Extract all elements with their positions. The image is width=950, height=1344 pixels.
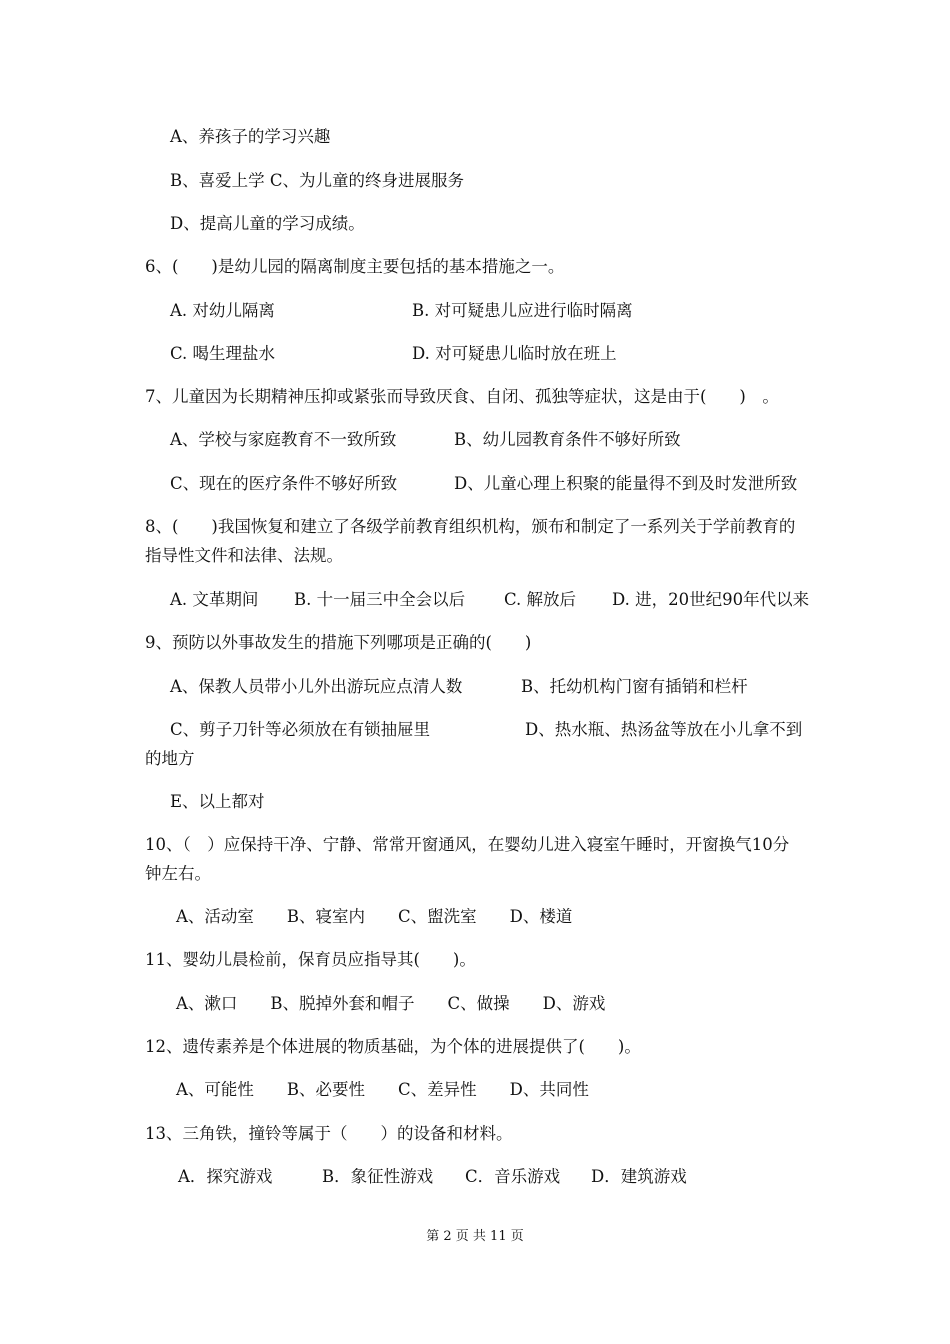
options-row: A、活动室 B、寝室内 C、盥洗室 D、楼道: [176, 907, 573, 926]
option-b: B. 十一届三中全会以后: [294, 590, 466, 609]
options-row: A、漱口 B、脱掉外套和帽子 C、做操 D、游戏: [176, 994, 606, 1013]
question-13: 13、三角铁，撞铃等属于（ ）的设备和材料。: [145, 1124, 513, 1143]
question-7: 7、儿童因为长期精神压抑或紧张而导致厌食、自闭、孤独等症状，这是由于( ) 。: [145, 387, 779, 406]
option-line: B、喜爱上学 C、为儿童的终身进展服务: [170, 171, 464, 190]
option-line: D、提高儿童的学习成绩。: [170, 214, 365, 233]
question-10-cont: 钟左右。: [145, 864, 211, 883]
option-c: C、剪子刀针等必须放在有锁抽屉里: [170, 720, 431, 739]
option-c: C. 解放后: [504, 590, 577, 609]
option-d: D、热水瓶、热汤盆等放在小儿拿不到: [525, 720, 803, 739]
page-footer: 第 2 页 共 11 页: [426, 1229, 524, 1244]
option-c: C．音乐游戏: [465, 1167, 561, 1186]
option-d: D. 对可疑患儿临时放在班上: [412, 344, 617, 363]
option-b: B、托幼机构门窗有插销和栏杆: [521, 677, 748, 696]
question-12: 12、遗传素养是个体进展的物质基础，为个体的进展提供了( )。: [145, 1037, 641, 1056]
option-a: A．探究游戏: [178, 1167, 273, 1186]
option-a: A. 文革期间: [170, 590, 259, 609]
question-6: 6、( )是幼儿园的隔离制度主要包括的基本措施之一。: [145, 257, 565, 276]
question-10: 10、（ ）应保持干净、宁静、常常开窗通风，在婴幼儿进入寝室午睡时，开窗换气10分: [145, 835, 790, 854]
option-d: D、儿童心理上积聚的能量得不到及时发泄所致: [454, 474, 798, 493]
option-a: A、保教人员带小儿外出游玩应点清人数: [170, 677, 463, 696]
question-8: 8、( )我国恢复和建立了各级学前教育组织机构，颁布和制定了一系列关于学前教育的: [145, 517, 796, 536]
option-e: E、以上都对: [170, 792, 265, 811]
option-b: B、幼儿园教育条件不够好所致: [454, 430, 681, 449]
option-d: D．建筑游戏: [591, 1167, 687, 1186]
question-8-cont: 指导性文件和法律、法规。: [145, 546, 343, 565]
option-c: C. 喝生理盐水: [170, 344, 276, 363]
question-9: 9、预防以外事故发生的措施下列哪项是正确的( ): [145, 633, 532, 652]
option-a: A. 对幼儿隔离: [170, 301, 275, 320]
option-a: A、学校与家庭教育不一致所致: [170, 430, 397, 449]
option-d-cont: 的地方: [145, 749, 195, 768]
options-row: A、可能性 B、必要性 C、差异性 D、共同性: [176, 1080, 589, 1099]
option-b: B．象征性游戏: [322, 1167, 434, 1186]
question-11: 11、婴幼儿晨检前，保育员应指导其( )。: [145, 950, 476, 969]
option-line: A、养孩子的学习兴趣: [170, 127, 331, 146]
option-d: D. 进，20世纪90年代以来: [612, 590, 810, 609]
option-c: C、现在的医疗条件不够好所致: [170, 474, 398, 493]
option-b: B. 对可疑患儿应进行临时隔离: [412, 301, 633, 320]
